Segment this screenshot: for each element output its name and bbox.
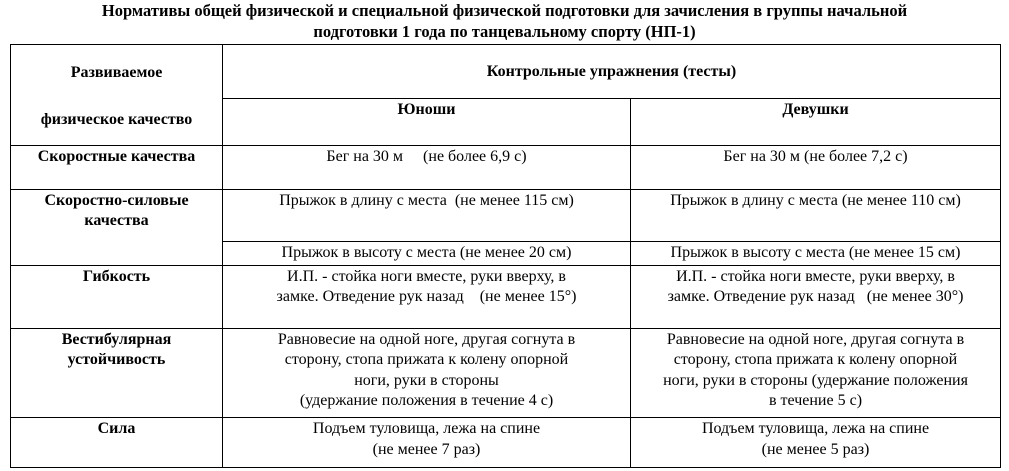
quality-label-line-2: устойчивость: [67, 351, 166, 368]
boys-norm: Прыжок в высоту с места (не менее 20 см): [281, 244, 572, 262]
quality-label-line-1: Вестибулярная: [61, 330, 172, 348]
title-line-2: подготовки 1 года по танцевальному спорту (НП-1): [313, 22, 696, 41]
boys-norm-cell: [223, 418, 631, 468]
table-row: [11, 418, 1001, 468]
girls-norm-line-1: И.П. - стойка ноги вместе, руки вверху, в: [676, 267, 955, 285]
boys-norm-cell: [223, 242, 631, 265]
quality-cell: [11, 189, 223, 265]
header-quality-line-1: Развиваемое: [70, 64, 163, 81]
girls-norm-cell: [631, 189, 1001, 242]
table-row: [11, 189, 1001, 242]
quality-cell: [11, 328, 223, 418]
header-boys-cell: [223, 98, 631, 146]
quality-cell: [11, 418, 223, 468]
quality-label: Скоростные качества: [37, 148, 196, 166]
quality-label-line-2: качества: [84, 212, 149, 230]
header-girls: Девушки: [782, 100, 849, 118]
quality-cell: [11, 146, 223, 189]
girls-norm-line-3: ноги, руки в стороны (удержание положения: [663, 371, 968, 389]
girls-norm: Прыжок в длину с места (не менее 110 см): [670, 191, 961, 209]
girls-norm-line-1: Подъем туловища, лежа на спине: [701, 420, 930, 438]
girls-norm: Прыжок в высоту с места (не менее 15 см): [670, 244, 961, 262]
norms-table: [10, 44, 1001, 468]
boys-norm-cell: [223, 189, 631, 242]
quality-label: Сила: [97, 420, 136, 438]
boys-norm-line-1: Равновесие на одной ноге, другая согнута в: [277, 330, 576, 348]
boys-norm-line-2: (не менее 7 раз): [372, 440, 481, 458]
girls-norm-line-2: замке. Отведение рук назад (не менее 30°): [667, 288, 964, 305]
boys-norm-line-1: И.П. - стойка ноги вместе, руки вверху, в: [287, 267, 566, 285]
boys-norm-cell: [223, 328, 631, 418]
header-row: [11, 45, 1001, 99]
boys-norm-line-3: ноги, руки в стороны: [354, 371, 499, 389]
quality-cell: [11, 265, 223, 328]
boys-norm: Прыжок в длину с места (не менее 115 см): [279, 191, 574, 209]
table-row: [11, 146, 1001, 189]
girls-norm-line-2: (не менее 5 раз): [761, 440, 870, 458]
quality-label: Гибкость: [82, 267, 151, 285]
quality-label-line-1: Скоростно-силовые: [44, 191, 189, 209]
girls-norm-cell: [631, 242, 1001, 265]
page-title: [0, 0, 1009, 42]
girls-norm-cell: [631, 328, 1001, 418]
girls-norm-line-2: сторону, стопа прижата к колену опорной: [673, 351, 958, 368]
boys-norm-line-1: Подъем туловища, лежа на спине: [312, 420, 541, 438]
boys-norm-line-2: замке. Отведение рук назад (не менее 15°): [276, 288, 577, 305]
girls-norm: Бег на 30 м (не более 7,2 с): [723, 148, 908, 166]
header-tests: Контрольные упражнения (тесты): [486, 62, 737, 80]
girls-norm-line-4: в течение 5 с): [768, 392, 863, 409]
header-quality-cell: [11, 45, 223, 146]
header-boys: Юноши: [397, 100, 456, 118]
boys-norm-line-4: (удержание положения в течение 4 с): [299, 392, 554, 409]
header-quality-line-2: физическое качество: [40, 110, 193, 128]
title-line-1: Нормативы общей физической и специальной физической подготовки для зачисления в группы начальной: [101, 1, 908, 20]
boys-norm-cell: [223, 146, 631, 189]
header-tests-cell: [223, 45, 1001, 99]
girls-norm-cell: [631, 418, 1001, 468]
girls-norm-line-1: Равновесие на одной ноге, другая согнута в: [666, 330, 965, 348]
table-row: [11, 328, 1001, 418]
boys-norm-line-2: сторону, стопа прижата к колену опорной: [284, 351, 569, 368]
girls-norm-cell: [631, 146, 1001, 189]
table-row: [11, 265, 1001, 328]
boys-norm-cell: [223, 265, 631, 328]
girls-norm-cell: [631, 265, 1001, 328]
boys-norm: Бег на 30 м (не более 6,9 с): [326, 148, 527, 166]
header-girls-cell: [631, 98, 1001, 146]
